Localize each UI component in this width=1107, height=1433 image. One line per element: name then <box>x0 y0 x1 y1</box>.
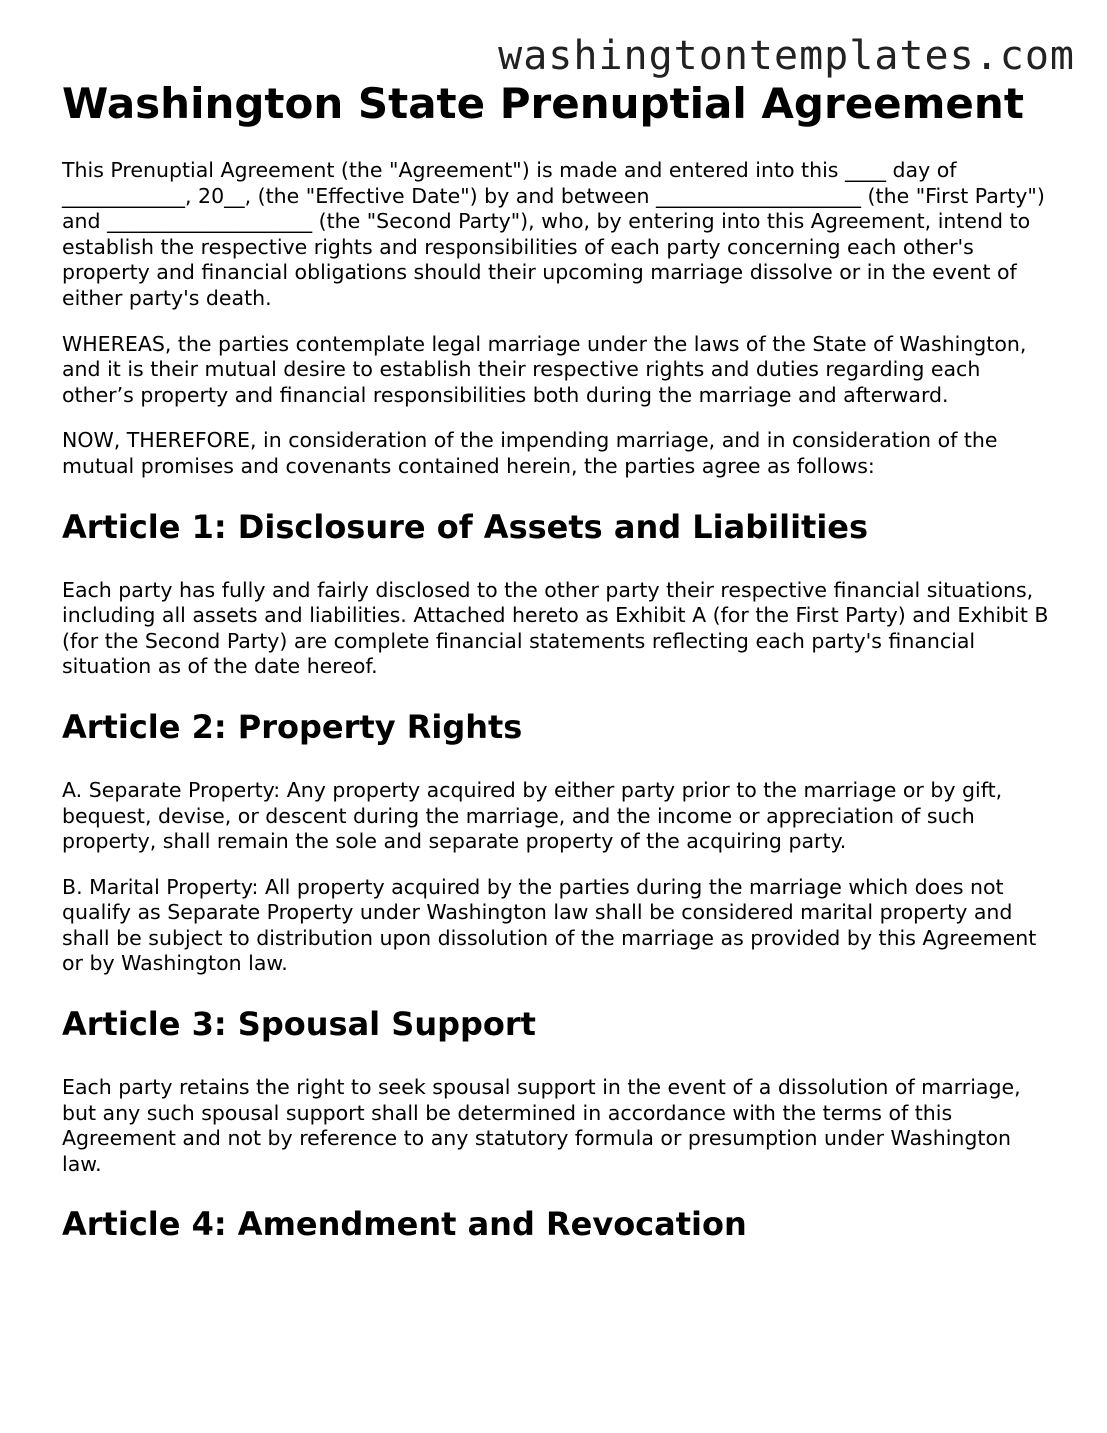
article-heading: Article 4: Amendment and Revocation <box>62 1205 747 1244</box>
article-paragraph: B. Marital Property: All property acquired by the parties during the marriage which does not qualify as Separate Property under Washington law shall be considered marital property and shall be subject to distribution upon dissolution of the marriage as provided by this Agreement or by Washington law. <box>62 874 1037 976</box>
article-heading: Article 1: Disclosure of Assets and Liabilities <box>62 507 869 546</box>
article-paragraph: Each party has fully and fairly disclosed to the other party their respective financial situations, including all assets and liabilities. Attached hereto as Exhibit A (for the First Party) and Exhibit B (for the Second Party) are complete financial statements reflecting each party's financial situation as of the date hereof. <box>62 577 1049 679</box>
document-page <box>62 78 1052 1275</box>
now-therefore-paragraph: NOW, THEREFORE, in consideration of the impending marriage, and in consideration of the mutual promises and covenants contained herein, the parties agree as follows: <box>62 428 998 478</box>
article-4 <box>62 1205 1052 1243</box>
document-title: Washington State Prenuptial Agreement <box>62 79 1024 128</box>
article-heading: Article 2: Property Rights <box>62 707 523 746</box>
watermark-text: washingtontemplates.com <box>498 33 1075 79</box>
article-2 <box>62 708 1052 977</box>
article-3 <box>62 1005 1052 1177</box>
article-heading: Article 3: Spousal Support <box>62 1005 536 1044</box>
article-paragraph: Each party retains the right to seek spousal support in the event of a dissolution of marriage, but any such spousal support shall be determined in accordance with the terms of this Agreement and not by reference to any statutory formula or presumption under Washington law. <box>62 1075 1021 1176</box>
intro-paragraph: This Prenuptial Agreement (the "Agreement") is made and entered into this ____ day of ____________, 20__, (the "Effective Date") by and between ____________________ (the "First Party") and ____________________ (the "Second Party"), who, by entering into this Agreement, intend to establish the respective rights and responsibilities of each party concerning each other's property and financial obligations should their upcoming marriage dissolve or in the event of either party's death. <box>62 158 1045 310</box>
article-1 <box>62 508 1052 680</box>
whereas-paragraph: WHEREAS, the parties contemplate legal marriage under the laws of the State of Washington, and it is their mutual desire to establish their respective rights and duties regarding each other’s property and financial responsibilities both during the marriage and afterward. <box>62 331 1027 407</box>
article-paragraph: A. Separate Property: Any property acquired by either party prior to the marriage or by gift, bequest, devise, or descent during the marriage, and the income or appreciation of such property, shall remain the sole and separate property of the acquiring party. <box>62 777 1003 854</box>
